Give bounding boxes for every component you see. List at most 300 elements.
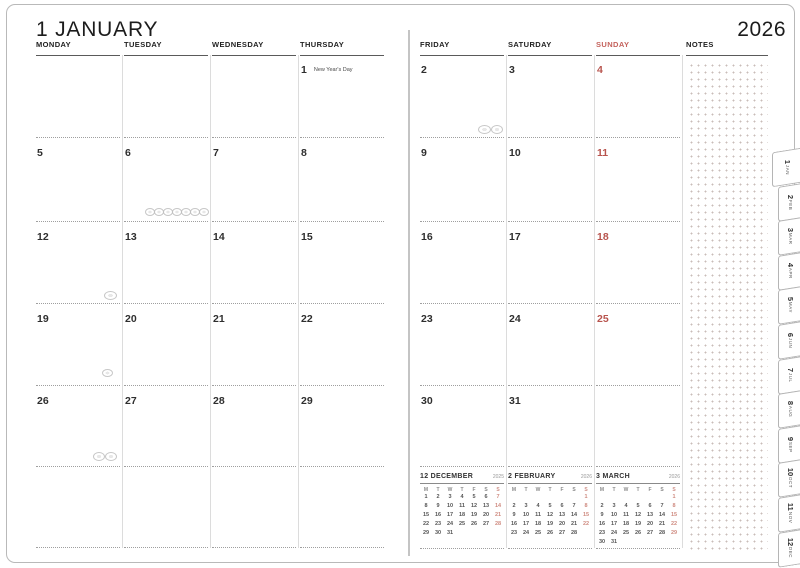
day-cell[interactable] [508, 221, 592, 303]
column-divider [506, 55, 507, 548]
mini-day-header: F [560, 487, 564, 493]
date-number: 14 [213, 231, 225, 243]
day-cell[interactable] [420, 55, 504, 137]
mini-date: 27 [558, 530, 566, 536]
mini-date: 28 [494, 521, 502, 527]
mini-calendar-title: 2 FEBRUARY [508, 473, 556, 480]
mini-date: 13 [646, 512, 654, 518]
mini-week-row [596, 511, 680, 520]
mini-date [620, 538, 632, 547]
mini-date: 13 [558, 512, 566, 518]
month-tab-number: 10 [785, 468, 795, 477]
mini-date: 14 [658, 512, 666, 518]
mini-week-row [420, 529, 504, 538]
mini-day-header: T [436, 487, 440, 493]
mini-date: 11 [535, 512, 541, 518]
month-tab-month: OCT [787, 477, 793, 490]
day-cell[interactable] [124, 466, 208, 548]
mini-date: 22 [670, 521, 678, 527]
day-cell[interactable] [596, 303, 680, 385]
mini-week-row [508, 511, 592, 520]
month-tab-month: DEC [787, 547, 793, 559]
mini-date: 19 [634, 521, 642, 527]
mini-date: 19 [470, 512, 478, 518]
mini-date: 12 [470, 503, 478, 509]
month-tab-label [786, 228, 795, 245]
mini-week-row [596, 520, 680, 529]
mini-date: 5 [472, 494, 476, 500]
mini-date: 15 [422, 512, 430, 518]
mini-day-header: T [460, 487, 464, 493]
day-cell[interactable] [124, 221, 208, 303]
month-tab-number: 6 [785, 332, 795, 337]
mini-date: 2 [512, 503, 516, 509]
month-tab-aug[interactable] [778, 390, 800, 429]
month-tab-apr[interactable] [778, 252, 800, 291]
mini-day-header: S [584, 487, 588, 493]
column-divider [210, 55, 211, 548]
day-cell[interactable] [508, 303, 592, 385]
mini-day-header: W [535, 487, 541, 493]
day-cell[interactable] [420, 303, 504, 385]
mini-date: 11 [459, 503, 465, 509]
mini-date: 22 [582, 521, 590, 527]
date-number: 22 [301, 313, 313, 325]
month-tab-month: FEB [787, 199, 793, 210]
day-cell[interactable] [36, 466, 120, 548]
day-cell[interactable] [300, 466, 384, 548]
mini-week-row [596, 502, 680, 511]
mini-date: 31 [610, 539, 618, 545]
month-tab-label [786, 538, 795, 559]
month-tab-label [786, 503, 795, 524]
mini-date: 28 [570, 530, 578, 536]
stamp-icon [93, 452, 105, 461]
mini-day-header: W [623, 487, 629, 493]
mini-date: 25 [622, 530, 630, 536]
mini-date [492, 529, 504, 538]
mini-date [644, 493, 656, 502]
mini-week-row [508, 493, 592, 502]
mini-week-row [508, 502, 592, 511]
month-tab-number: 1 [782, 159, 792, 164]
mini-date: 1 [424, 494, 428, 500]
month-tab-month: JAN [784, 164, 790, 176]
mini-date: 18 [534, 521, 542, 527]
mini-day-header: S [484, 487, 488, 493]
mini-date [620, 493, 632, 502]
mini-calendar[interactable] [420, 466, 504, 549]
day-cell[interactable] [124, 385, 208, 466]
mini-date: 7 [660, 503, 664, 509]
date-number: 20 [125, 313, 137, 325]
day-cell[interactable] [300, 55, 384, 137]
weekday-header-wednesday: WEDNESDAY [212, 40, 296, 56]
date-number: 6 [125, 147, 131, 159]
mini-calendar[interactable] [508, 466, 592, 549]
month-tab-month: JUN [787, 337, 793, 349]
mini-date [632, 538, 644, 547]
mini-date: 3 [524, 503, 528, 509]
mini-day-header: W [447, 487, 453, 493]
day-cell[interactable] [596, 221, 680, 303]
month-tab-month: JUL [787, 372, 793, 383]
month-tab-feb[interactable] [778, 183, 800, 222]
mini-week-row [420, 520, 504, 529]
mini-day-header: S [660, 487, 664, 493]
day-cell[interactable] [596, 137, 680, 221]
mini-date: 24 [610, 530, 618, 536]
mini-date [580, 529, 592, 538]
weekday-header-sunday: SUNDAY [596, 40, 680, 56]
mini-date: 14 [494, 503, 502, 509]
column-divider [122, 55, 123, 548]
mini-week-row [420, 502, 504, 511]
mini-week-row [420, 493, 504, 502]
year-label: 2026 [737, 18, 786, 41]
date-number: 18 [597, 231, 609, 243]
day-cell[interactable] [420, 221, 504, 303]
mini-date: 20 [646, 521, 654, 527]
month-tab-sep[interactable] [778, 425, 800, 464]
date-number: 19 [37, 313, 49, 325]
column-divider [594, 55, 595, 548]
mini-day-header: M [599, 487, 605, 493]
date-number: 10 [509, 147, 521, 159]
mini-date: 30 [598, 539, 606, 545]
mini-date: 21 [494, 512, 502, 518]
month-tab-number: 3 [785, 228, 795, 233]
mini-date: 10 [446, 503, 454, 509]
mini-date: 1 [672, 494, 676, 500]
date-number: 11 [597, 147, 609, 159]
mini-calendar-header [420, 473, 504, 484]
mini-calendar-year: 2026 [668, 474, 680, 480]
mini-date: 23 [434, 521, 442, 527]
mini-date: 4 [536, 503, 540, 509]
mini-date [544, 493, 556, 502]
mini-date: 13 [482, 503, 490, 509]
date-number: 3 [509, 64, 515, 76]
mini-date: 23 [598, 530, 606, 536]
mini-date: 16 [598, 521, 606, 527]
mini-date [632, 493, 644, 502]
mini-day-header: S [672, 487, 676, 493]
date-number: 28 [213, 395, 225, 407]
month-tab-number: 7 [785, 367, 795, 372]
notes-dot-grid[interactable] [686, 60, 768, 552]
date-number: 26 [37, 395, 49, 407]
mini-date: 26 [470, 521, 478, 527]
mini-date [608, 493, 620, 502]
mini-day-header: F [648, 487, 652, 493]
day-cell[interactable] [300, 303, 384, 385]
mini-date: 4 [624, 503, 628, 509]
day-cell[interactable] [212, 221, 296, 303]
month-tab-jun[interactable] [778, 321, 800, 360]
month-tab-month: SEP [787, 441, 793, 453]
mini-date: 27 [482, 521, 490, 527]
weekday-header-thursday: THURSDAY [300, 40, 384, 56]
month-tab-month: NOV [787, 512, 793, 524]
mini-date: 10 [522, 512, 530, 518]
mini-date: 20 [558, 521, 566, 527]
month-tab-jul[interactable] [778, 356, 800, 395]
mini-date: 7 [572, 503, 576, 509]
mini-date: 22 [422, 521, 430, 527]
month-tab-nov[interactable] [778, 494, 800, 533]
stamp-icon [105, 452, 117, 461]
mini-date: 5 [548, 503, 552, 509]
mini-date: 14 [570, 512, 578, 518]
day-cell[interactable] [300, 385, 384, 466]
mini-day-header: F [472, 487, 476, 493]
month-tab-oct[interactable] [778, 460, 800, 499]
mini-calendar-year: 2025 [492, 474, 504, 480]
mini-week-row [508, 529, 592, 538]
date-number: 29 [301, 395, 313, 407]
mini-date [596, 493, 608, 502]
mini-date: 8 [424, 503, 428, 509]
day-cell[interactable] [420, 385, 504, 466]
column-divider [298, 55, 299, 548]
day-cell[interactable] [420, 137, 504, 221]
mini-date: 15 [670, 512, 678, 518]
month-tab-number: 12 [785, 537, 795, 547]
month-tab-number: 5 [785, 297, 795, 302]
month-tab-month: AUG [787, 406, 793, 418]
mini-date: 6 [648, 503, 652, 509]
mini-date: 5 [636, 503, 640, 509]
mini-date: 2 [600, 503, 604, 509]
mini-calendar-title: 12 DECEMBER [420, 473, 474, 480]
stamp-icon [199, 208, 209, 216]
mini-date: 16 [510, 521, 518, 527]
weekday-header-tuesday: TUESDAY [124, 40, 208, 56]
mini-calendar-year: 2026 [580, 474, 592, 480]
mini-week-row [596, 538, 680, 547]
day-cell[interactable] [212, 385, 296, 466]
mini-date: 6 [484, 494, 488, 500]
mini-week-row [420, 511, 504, 520]
date-number: 9 [421, 147, 427, 159]
column-divider [682, 55, 683, 548]
mini-date: 9 [512, 512, 516, 518]
mini-date: 20 [482, 512, 490, 518]
mini-date: 4 [460, 494, 464, 500]
mini-date [468, 529, 480, 538]
day-cell[interactable] [212, 55, 296, 137]
date-number: 27 [125, 395, 137, 407]
mini-day-header: S [572, 487, 576, 493]
mini-day-header: T [524, 487, 528, 493]
month-tab-number: 9 [785, 436, 795, 441]
mini-date [656, 493, 668, 502]
mini-date: 8 [584, 503, 588, 509]
day-cell[interactable] [508, 137, 592, 221]
mini-date: 24 [522, 530, 530, 536]
mini-date: 31 [446, 530, 454, 536]
mini-calendar[interactable] [596, 466, 680, 549]
mini-date: 6 [560, 503, 564, 509]
stamp-icon [104, 291, 117, 300]
date-number: 15 [301, 231, 313, 243]
month-tab-number: 8 [785, 401, 795, 406]
mini-day-header: T [636, 487, 640, 493]
mini-date [556, 493, 568, 502]
month-tab-month: MAR [787, 233, 793, 246]
stamp-icon [491, 125, 503, 134]
date-number: 13 [125, 231, 137, 243]
mini-date [456, 529, 468, 538]
day-cell[interactable] [300, 221, 384, 303]
month-tab-label [786, 194, 795, 210]
mini-date: 2 [436, 494, 440, 500]
mini-date: 8 [672, 503, 676, 509]
mini-date: 26 [634, 530, 642, 536]
month-tab-label [786, 401, 795, 418]
mini-date: 29 [670, 530, 678, 536]
mini-date: 17 [610, 521, 618, 527]
day-cell[interactable] [508, 385, 592, 466]
mini-date: 18 [458, 512, 466, 518]
date-number: 24 [509, 313, 521, 325]
month-tab-label [786, 298, 795, 314]
month-tab-mar[interactable] [778, 217, 800, 256]
mini-date: 17 [522, 521, 530, 527]
mini-date: 24 [446, 521, 454, 527]
mini-date: 25 [534, 530, 542, 536]
month-tab-month: MAY [787, 302, 793, 314]
mini-day-header: S [496, 487, 500, 493]
date-number: 30 [421, 395, 433, 407]
mini-calendar-header [596, 473, 680, 484]
mini-week-row [596, 493, 680, 502]
mini-day-header: T [612, 487, 616, 493]
mini-date: 12 [546, 512, 554, 518]
day-cell[interactable] [124, 55, 208, 137]
day-cell[interactable] [212, 466, 296, 548]
mini-date: 10 [610, 512, 618, 518]
mini-calendar-title: 3 MARCH [596, 473, 630, 480]
mini-week-row [508, 520, 592, 529]
day-cell[interactable] [36, 137, 120, 221]
holiday-label: New Year's Day [313, 67, 353, 73]
mini-date: 25 [458, 521, 466, 527]
mini-date: 21 [658, 521, 666, 527]
mini-date [508, 493, 520, 502]
month-tab-dec[interactable] [778, 529, 800, 568]
month-tab-jan[interactable] [772, 148, 800, 188]
month-tab-label [786, 263, 795, 279]
mini-date: 11 [623, 512, 629, 518]
date-number: 2 [421, 64, 427, 76]
mini-date [644, 538, 656, 547]
mini-date: 9 [436, 503, 440, 509]
mini-date: 12 [634, 512, 642, 518]
stamp-icon [102, 369, 113, 377]
mini-date: 16 [434, 512, 442, 518]
month-tab-label [783, 160, 792, 175]
mini-date: 3 [448, 494, 452, 500]
mini-date [480, 529, 492, 538]
month-tab-may[interactable] [778, 287, 800, 326]
month-tab-month: APR [787, 268, 793, 280]
date-number: 8 [301, 147, 307, 159]
date-number: 25 [597, 313, 609, 325]
month-tab-number: 4 [785, 263, 795, 268]
mini-calendar-header [508, 473, 592, 484]
day-cell[interactable] [212, 303, 296, 385]
weekday-header-monday: MONDAY [36, 40, 120, 56]
mini-day-header: M [423, 487, 429, 493]
mini-date: 28 [658, 530, 666, 536]
day-cell[interactable] [124, 303, 208, 385]
month-tab-label [786, 468, 795, 489]
mini-date: 15 [582, 512, 590, 518]
mini-date [568, 493, 580, 502]
mini-date: 27 [646, 530, 654, 536]
date-number: 23 [421, 313, 433, 325]
month-tab-label [786, 368, 795, 383]
mini-date: 21 [570, 521, 578, 527]
day-cell[interactable] [508, 55, 592, 137]
date-number: 21 [213, 313, 225, 325]
day-cell[interactable] [300, 137, 384, 221]
weekday-header-saturday: SATURDAY [508, 40, 592, 56]
mini-date [668, 538, 680, 547]
mini-date: 18 [622, 521, 630, 527]
mini-day-header: M [511, 487, 517, 493]
mini-date: 19 [546, 521, 554, 527]
month-tab-label [786, 436, 795, 452]
mini-date: 1 [584, 494, 588, 500]
date-number: 16 [421, 231, 433, 243]
date-number: 12 [37, 231, 49, 243]
mini-date [656, 538, 668, 547]
date-number: 1 [301, 64, 307, 76]
page-gutter [408, 30, 410, 556]
mini-date [520, 493, 532, 502]
mini-week-row [596, 529, 680, 538]
month-tab-label [786, 333, 795, 349]
date-number: 7 [213, 147, 219, 159]
month-tab-number: 2 [785, 194, 795, 199]
day-cell[interactable] [596, 55, 680, 137]
day-cell[interactable] [36, 55, 120, 137]
month-title: 1 JANUARY [36, 18, 159, 41]
mini-date [532, 493, 544, 502]
mini-day-header: T [548, 487, 552, 493]
mini-date: 30 [434, 530, 442, 536]
mini-date: 29 [422, 530, 430, 536]
date-number: 5 [37, 147, 43, 159]
date-number: 31 [509, 395, 521, 407]
date-number: 17 [509, 231, 521, 243]
mini-date: 3 [612, 503, 616, 509]
date-number: 4 [597, 64, 603, 76]
stamp-icon [478, 125, 491, 134]
day-cell[interactable] [212, 137, 296, 221]
mini-date: 23 [510, 530, 518, 536]
mini-date: 7 [496, 494, 500, 500]
weekday-header-friday: FRIDAY [420, 40, 504, 56]
notes-label: NOTES [686, 40, 714, 49]
month-tab-number: 11 [785, 503, 795, 512]
day-cell[interactable] [596, 385, 680, 466]
mini-date: 26 [546, 530, 554, 536]
notes-header [686, 40, 768, 56]
